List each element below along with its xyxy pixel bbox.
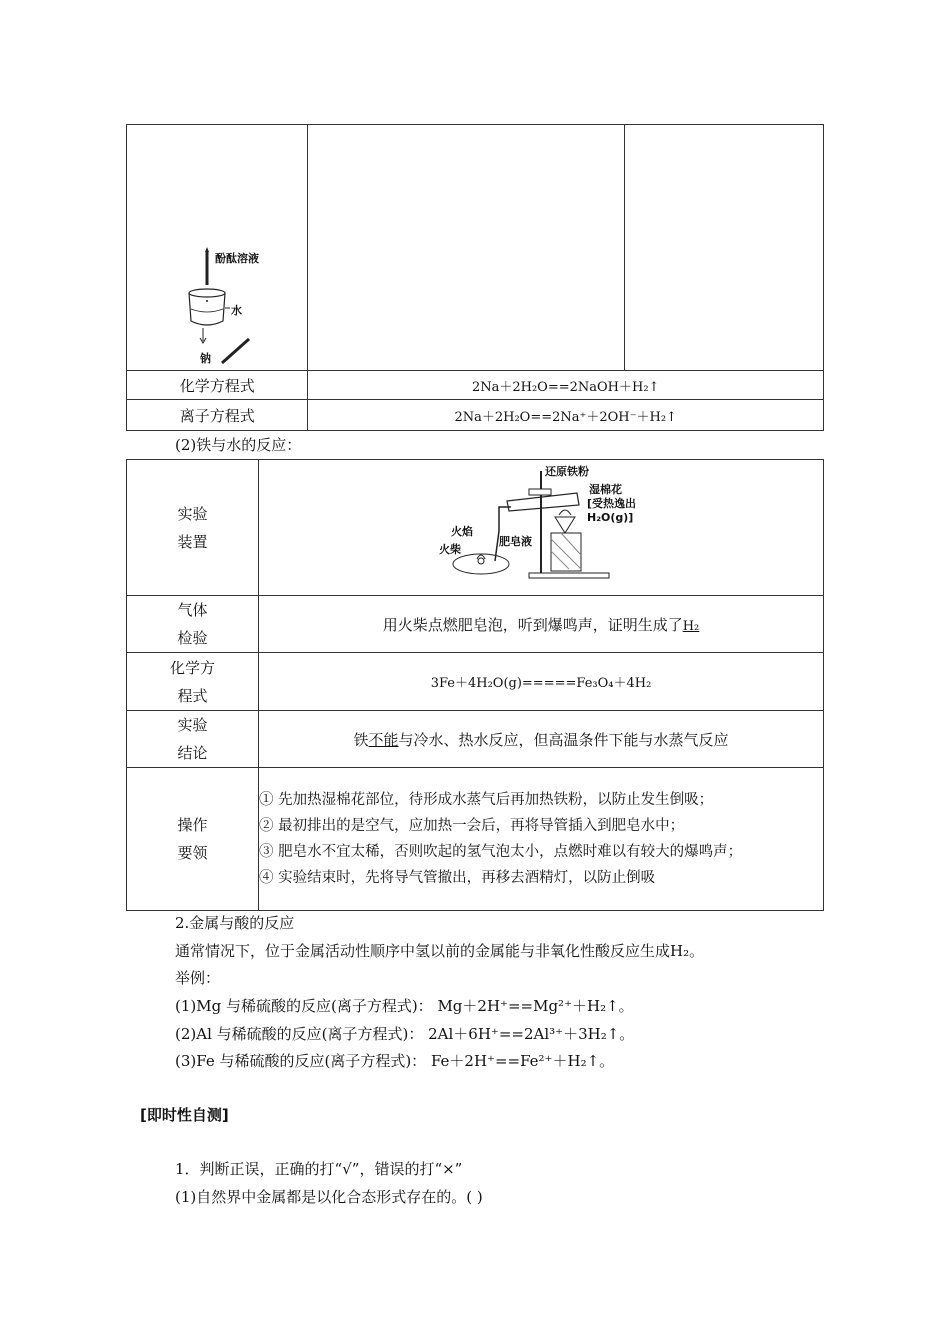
flame-label: 火焰 bbox=[451, 524, 473, 538]
table-row bbox=[127, 711, 824, 768]
self-test-question: 1．判断正误，正确的打“√”，错误的打“×” bbox=[175, 1160, 463, 1178]
iron-apparatus-drawing bbox=[259, 461, 825, 595]
equation-cell: 3Fe＋4H₂O(g)=====Fe₃O₄＋4H₂ bbox=[259, 653, 824, 711]
sodium-apparatus-drawing bbox=[127, 125, 308, 370]
sodium-apparatus-figure bbox=[127, 125, 307, 370]
match-label: 火柴 bbox=[439, 542, 461, 556]
list-item: ③ 肥皂水不宜太稀，否则吹起的氢气泡太小，点燃时难以有较大的爆鸣声； bbox=[259, 844, 743, 860]
section-iron-water: (2)铁与水的反应： bbox=[175, 436, 302, 454]
iron-apparatus-figure bbox=[259, 461, 823, 595]
row-label: 操作要领 bbox=[127, 768, 259, 911]
table-row bbox=[127, 596, 824, 653]
example-mg: (1)Mg 与稀硫酸的反应(离子方程式)： Mg＋2H⁺==Mg²⁺＋H₂↑。 bbox=[175, 997, 634, 1015]
example-al: (2)Al 与稀硫酸的反应(离子方程式)： 2Al＋6H⁺==2Al³⁺＋3H₂↑。 bbox=[175, 1025, 635, 1043]
table-row bbox=[127, 653, 824, 711]
acid-heading: 2.金属与酸的反应 bbox=[175, 914, 295, 932]
row-label: 实验结论 bbox=[127, 711, 259, 768]
sodium-label: 钠 bbox=[200, 352, 211, 365]
procedure-cell bbox=[259, 768, 824, 911]
cotton-label: 湿棉花 bbox=[589, 482, 622, 496]
list-item: ① 先加热湿棉花部位，待形成水蒸气后再加热铁粉，以防止发生倒吸； bbox=[259, 792, 714, 808]
self-test-heading: [即时性自测] bbox=[140, 1106, 229, 1124]
row-value: 2Na＋2H₂O==2NaOH＋H₂↑ bbox=[308, 371, 824, 400]
soap-label: 肥皂液 bbox=[499, 534, 532, 548]
self-test-item: (1)自然界中金属都是以化合态形式存在的。( ) bbox=[175, 1188, 483, 1206]
row-label: 气体检验 bbox=[127, 596, 259, 653]
apparatus-cell bbox=[127, 125, 308, 371]
example-fe: (3)Fe 与稀硫酸的反应(离子方程式)： Fe＋2H⁺==Fe²⁺＋H₂↑。 bbox=[175, 1052, 615, 1070]
empty-cell-2 bbox=[624, 125, 823, 371]
iron-apparatus-cell bbox=[259, 460, 824, 596]
example-label: 举例： bbox=[175, 969, 221, 987]
table-row bbox=[127, 460, 824, 596]
list-item: ② 最初排出的是空气，应加热一会后，再将导管插入到肥皂水中； bbox=[259, 818, 685, 834]
table-row bbox=[127, 768, 824, 911]
iron-water-table bbox=[126, 459, 824, 911]
cotton-note-label: [受热逸出H₂O(g)] bbox=[587, 496, 637, 524]
indicator-label: 酚酞溶液 bbox=[215, 252, 259, 265]
sodium-water-table bbox=[126, 124, 824, 431]
gas-test-cell: 用火柴点燃肥皂泡，听到爆鸣声，证明生成了H₂ bbox=[259, 596, 824, 653]
row-value: 2Na＋2H₂O==2Na⁺＋2OH⁻＋H₂↑ bbox=[308, 400, 824, 431]
conclusion-cell: 铁不能与冷水、热水反应，但高温条件下能与水蒸气反应 bbox=[259, 711, 824, 768]
water-label: 水 bbox=[231, 304, 242, 317]
list-item: ④ 实验结束时，先将导气管撤出，再移去酒精灯，以防止倒吸 bbox=[259, 870, 656, 886]
empty-cell-1 bbox=[308, 125, 624, 371]
row-label: 实验装置 bbox=[127, 460, 259, 596]
acid-intro: 通常情况下，位于金属活动性顺序中氢以前的金属能与非氧化性酸反应生成H₂。 bbox=[175, 942, 705, 960]
row-label: 离子方程式 bbox=[127, 400, 308, 431]
table-row bbox=[127, 400, 824, 431]
row-label: 化学方程式 bbox=[127, 371, 308, 400]
table-row bbox=[127, 371, 824, 400]
iron-powder-label: 还原铁粉 bbox=[545, 464, 589, 478]
row-label: 化学方程式 bbox=[127, 653, 259, 711]
